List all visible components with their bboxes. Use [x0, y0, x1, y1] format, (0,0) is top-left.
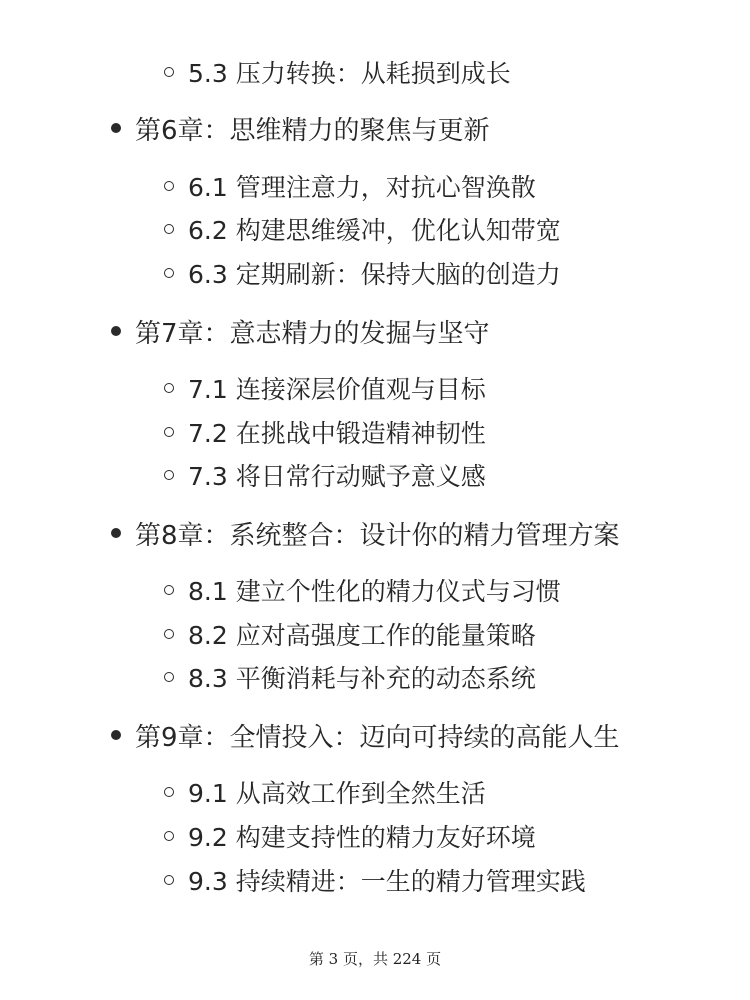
toc-section-text: 7.1 连接深层价值观与目标	[188, 375, 486, 404]
toc-section-text: 9.2 构建支持性的精力友好环境	[188, 823, 536, 852]
toc-section-item	[0, 368, 750, 408]
circle-bullet-icon	[164, 224, 174, 234]
toc-chapter-item	[0, 311, 750, 351]
toc-section-item	[0, 657, 750, 697]
toc-section-item	[0, 209, 750, 249]
disc-bullet-icon	[111, 326, 121, 336]
toc-section-item	[0, 570, 750, 610]
circle-bullet-icon	[164, 67, 174, 77]
toc-chapter-item	[0, 715, 750, 755]
circle-bullet-icon	[164, 427, 174, 437]
toc-section-text: 8.2 应对高强度工作的能量策略	[188, 621, 536, 650]
toc-section-item	[0, 412, 750, 452]
page-number-footer: 第 3 页，共 224 页	[308, 950, 442, 968]
circle-bullet-icon	[164, 831, 174, 841]
circle-bullet-icon	[164, 181, 174, 191]
toc-section-text: 9.3 持续精进：一生的精力管理实践	[188, 867, 586, 896]
circle-bullet-icon	[164, 585, 174, 595]
toc-section-text: 5.3 压力转换：从耗损到成长	[188, 59, 511, 88]
toc-section-item	[0, 816, 750, 856]
toc-section-item	[0, 455, 750, 495]
toc-section-item	[0, 772, 750, 812]
toc-section-text: 6.1 管理注意力，对抗心智涣散	[188, 173, 536, 202]
toc-section-item	[0, 52, 750, 92]
circle-bullet-icon	[164, 875, 174, 885]
disc-bullet-icon	[111, 730, 121, 740]
disc-bullet-icon	[111, 528, 121, 538]
circle-bullet-icon	[164, 470, 174, 480]
toc-section-item	[0, 166, 750, 206]
toc-section-text: 9.1 从高效工作到全然生活	[188, 779, 486, 808]
toc-section-text: 6.3 定期刷新：保持大脑的创造力	[188, 260, 561, 289]
toc-section-text: 8.3 平衡消耗与补充的动态系统	[188, 664, 536, 693]
circle-bullet-icon	[164, 629, 174, 639]
circle-bullet-icon	[164, 787, 174, 797]
toc-chapter-text: 第9章：全情投入：迈向可持续的高能人生	[135, 722, 620, 753]
toc-section-text: 6.2 构建思维缓冲，优化认知带宽	[188, 216, 561, 245]
toc-chapter-item	[0, 513, 750, 553]
toc-chapter-text: 第6章：思维精力的聚焦与更新	[135, 115, 490, 146]
toc-section-item	[0, 860, 750, 900]
toc-section-text: 7.2 在挑战中锻造精神韧性	[188, 419, 486, 448]
circle-bullet-icon	[164, 268, 174, 278]
toc-chapter-text: 第8章：系统整合：设计你的精力管理方案	[135, 520, 620, 551]
toc-section-item	[0, 253, 750, 293]
circle-bullet-icon	[164, 383, 174, 393]
circle-bullet-icon	[164, 672, 174, 682]
toc-section-item	[0, 614, 750, 654]
disc-bullet-icon	[111, 123, 121, 133]
toc-chapter-item	[0, 108, 750, 148]
toc-section-text: 7.3 将日常行动赋予意义感	[188, 462, 486, 491]
toc-section-text: 8.1 建立个性化的精力仪式与习惯	[188, 577, 561, 606]
toc-chapter-text: 第7章：意志精力的发掘与坚守	[135, 318, 490, 349]
